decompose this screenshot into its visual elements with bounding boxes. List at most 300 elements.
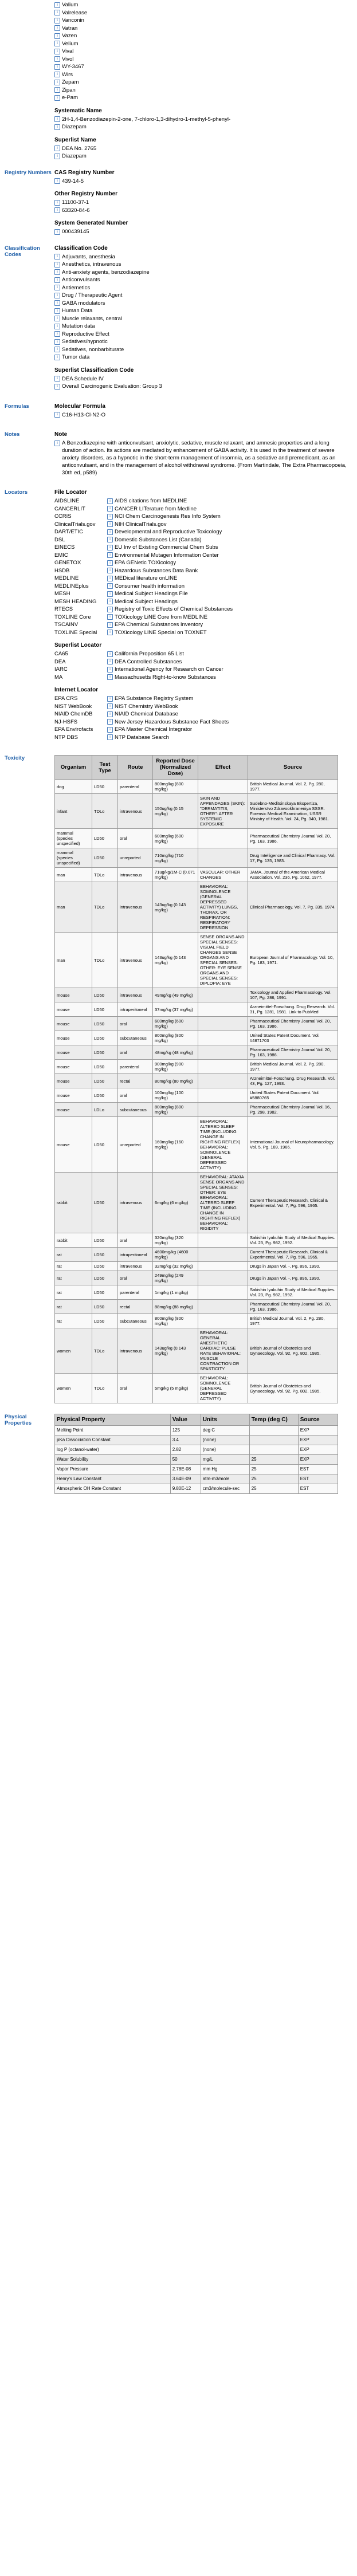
info-icon[interactable]: i: [107, 719, 113, 725]
internet-locator-link[interactable]: [107, 695, 350, 703]
file-locator-link[interactable]: [107, 521, 350, 529]
table-cell: women: [55, 1374, 92, 1403]
info-icon[interactable]: i: [54, 49, 60, 54]
info-icon[interactable]: i: [54, 254, 60, 259]
table-row: [55, 1465, 338, 1474]
superlist-name-item-text: DEA No. 2765: [62, 145, 97, 152]
superlist-classification-list: [54, 375, 350, 391]
info-icon[interactable]: i: [54, 339, 60, 345]
info-icon[interactable]: i: [54, 293, 60, 298]
column-header[interactable]: Source: [298, 1414, 338, 1426]
info-icon[interactable]: i: [107, 506, 113, 512]
table-cell: rat: [55, 1300, 92, 1314]
system-number-item-text: 000439145: [62, 229, 89, 235]
table-cell: 2.78E-08: [170, 1465, 201, 1474]
info-icon[interactable]: i: [107, 552, 113, 558]
file-locator-link[interactable]: [107, 613, 350, 622]
table-cell: LD50: [92, 1271, 118, 1285]
table-cell: LD50: [92, 829, 118, 848]
table-row: [55, 1002, 338, 1017]
info-icon[interactable]: i: [54, 229, 60, 235]
table-cell: Sakishin Iyakuhin Study of Medical Supplies. Vol. 23, Pg. 982, 1992.: [248, 1233, 338, 1248]
physical-table-body: [55, 1426, 338, 1494]
table-cell: [249, 1436, 298, 1445]
table-cell: 143ug/kg (0.143 mg/kg): [153, 933, 198, 988]
note-entry: [54, 439, 350, 477]
internet-locator-block: [54, 687, 350, 741]
info-icon[interactable]: i: [54, 200, 60, 206]
internet-locator-link[interactable]: [107, 703, 350, 711]
table-cell: [198, 1248, 248, 1262]
superlist-name-item-text: Diazepam: [62, 153, 87, 159]
cas-number-item: [54, 178, 350, 186]
file-locator-code: RTECS: [54, 606, 73, 612]
info-icon[interactable]: i: [54, 324, 60, 329]
classification-section: [0, 245, 357, 396]
synonym-item-text: Velium: [62, 40, 79, 47]
table-cell: EST: [298, 1465, 338, 1474]
file-locator-link[interactable]: [107, 605, 350, 613]
info-icon[interactable]: i: [107, 514, 113, 520]
info-icon[interactable]: i: [54, 412, 60, 418]
info-icon[interactable]: i: [54, 269, 60, 275]
registry-label: Registry Numbers: [5, 169, 52, 176]
superlist-classification-item-text: Overall Carcinogenic Evaluation: Group 3: [62, 383, 162, 390]
superlist-locator-link[interactable]: [107, 650, 350, 658]
superlist-locator-list: [54, 650, 350, 681]
table-cell: oral: [118, 1374, 153, 1403]
internet-locator-description: NIST Chemistry WebBook: [115, 703, 178, 710]
superlist-locator-link[interactable]: [107, 658, 350, 666]
other-registry-item: [54, 207, 350, 215]
table-cell: 600mg/kg (600 mg/kg): [153, 1017, 198, 1031]
table-cell: [198, 780, 248, 794]
table-cell: 49mg/kg (49 mg/kg): [153, 988, 198, 1002]
file-locator-link[interactable]: [107, 559, 350, 567]
superlist-locator-description: Massachusetts Right-to-know Substances: [115, 674, 216, 681]
superlist-locator-link[interactable]: [107, 666, 350, 674]
synonym-item: [54, 48, 350, 56]
physical-label: Physical Properties: [5, 1414, 32, 1426]
table-row: [55, 1455, 338, 1465]
synonym-item: [54, 56, 350, 64]
file-locator-link[interactable]: [107, 567, 350, 575]
table-cell: oral: [118, 1271, 153, 1285]
note-text: A Benzodiazepine with anticonvulsant, anxiolytic, sedative, muscle relaxant, and amnesic properties and a long duration of action. Its actions are mediated by enhancement of GABA activity. It is used in the treatment of severe anxiety disorders, as a hypnotic in the short-term management of insomnia, as a sedative and premedicant, as an anticonvulsant, and in the management of alcohol withdrawal syndrome. (From Martindale, The Extra Pharmacopoeia, 30th ed, p589): [62, 440, 347, 476]
info-icon[interactable]: i: [54, 80, 60, 85]
info-icon[interactable]: i: [107, 583, 113, 589]
table-cell: mm Hg: [201, 1465, 249, 1474]
table-cell: LD50: [92, 1088, 118, 1103]
table-cell: Clinical Pharmacology. Vol. 7, Pg. 335, 1974.: [248, 882, 338, 933]
system-number-heading: System Generated Number: [54, 220, 128, 226]
table-cell: [198, 1045, 248, 1060]
classification-code-item: [54, 346, 350, 354]
table-row: [55, 1233, 338, 1248]
table-cell: (none): [201, 1436, 249, 1445]
file-locator-link[interactable]: [107, 598, 350, 606]
info-icon[interactable]: i: [107, 560, 113, 566]
internet-locator-link[interactable]: [107, 726, 350, 734]
classification-label: Classification Codes: [5, 245, 40, 258]
table-row: [55, 882, 338, 933]
table-cell: EST: [298, 1474, 338, 1484]
table-cell: [198, 848, 248, 868]
info-icon[interactable]: i: [107, 727, 113, 733]
superlist-locator-link[interactable]: [107, 674, 350, 682]
file-locator-code: MEDLINE: [54, 575, 79, 581]
other-registry-item-text: 63320-84-6: [62, 207, 90, 214]
cas-heading: CAS Registry Number: [54, 169, 115, 176]
column-header[interactable]: Route: [118, 756, 153, 780]
locators-label: Locators: [5, 489, 28, 495]
info-icon[interactable]: i: [54, 56, 60, 62]
table-cell: 4600mg/kg (4600 mg/kg): [153, 1248, 198, 1262]
formulas-section: [0, 403, 357, 425]
table-cell: 800mg/kg (800 mg/kg): [153, 1103, 198, 1117]
table-cell: LDLo: [92, 1103, 118, 1117]
table-cell: Sudebno-Meditsinskaya Ekspertiza, Ministerstvo Zdravookhraneniya SSSR. Forensic Medical Examination, USSR Ministry of Health. Vol. 24, Pg. 340, 1981.: [248, 794, 338, 829]
table-cell: [198, 1088, 248, 1103]
table-cell: rabbit: [55, 1233, 92, 1248]
synonym-item: [54, 32, 350, 40]
info-icon[interactable]: i: [54, 441, 60, 446]
table-cell: EXP: [298, 1455, 338, 1465]
file-locator-code: GENETOX: [54, 560, 81, 566]
file-locator-link[interactable]: [107, 629, 350, 637]
info-icon[interactable]: i: [107, 537, 113, 542]
table-cell: man: [55, 933, 92, 988]
synonym-item-text: WY-3467: [62, 64, 84, 70]
info-icon[interactable]: i: [54, 87, 60, 93]
table-cell: man: [55, 868, 92, 882]
classification-code-item: [54, 284, 350, 292]
table-cell: [198, 1002, 248, 1017]
internet-locator-code: NJ-HSFS: [54, 718, 78, 725]
info-icon[interactable]: i: [107, 498, 113, 504]
info-icon[interactable]: i: [54, 116, 60, 122]
systematic-name-heading: Systematic Name: [54, 107, 102, 114]
internet-locator-link[interactable]: [107, 710, 350, 718]
classification-code-item: [54, 353, 350, 361]
file-locator-link[interactable]: [107, 590, 350, 598]
table-cell: JAMA, Journal of the American Medical Association. Vol. 236, Pg. 1062, 1977.: [248, 868, 338, 882]
table-cell: LD50: [92, 1262, 118, 1271]
file-locator-link[interactable]: [107, 536, 350, 544]
table-cell: 37mg/kg (37 mg/kg): [153, 1002, 198, 1017]
table-cell: subcutaneous: [118, 1031, 153, 1045]
table-cell: Arzneimittel-Forschung. Drug Research. Vol. 43, Pg. 127, 1993.: [248, 1074, 338, 1088]
table-cell: LD50: [92, 988, 118, 1002]
info-icon[interactable]: i: [107, 703, 113, 709]
superlist-classification-heading: Superlist Classification Code: [54, 367, 134, 373]
info-icon[interactable]: i: [107, 711, 113, 717]
table-cell: Pharmaceutical Chemistry Journal Vol. 20, Pg. 163, 1986.: [248, 1300, 338, 1314]
table-cell: mouse: [55, 1031, 92, 1045]
file-locator-link[interactable]: [107, 575, 350, 583]
systematic-name-block: [54, 108, 350, 131]
internet-locator-link[interactable]: [107, 734, 350, 742]
table-cell: EXP: [298, 1445, 338, 1455]
info-icon[interactable]: i: [107, 599, 113, 604]
info-icon[interactable]: i: [54, 178, 60, 184]
column-header[interactable]: Temp (deg C): [249, 1414, 298, 1426]
table-cell: LD50: [92, 1285, 118, 1300]
table-cell: unreported: [118, 848, 153, 868]
info-icon[interactable]: i: [54, 64, 60, 70]
info-icon[interactable]: i: [54, 154, 60, 159]
info-icon[interactable]: i: [54, 72, 60, 77]
table-cell: deg C: [201, 1426, 249, 1436]
file-locator-code: CANCERLIT: [54, 505, 85, 512]
file-locator-heading: File Locator: [54, 489, 87, 495]
notes-label: Notes: [5, 431, 20, 438]
notes-section: [0, 431, 357, 482]
classification-code-item: [54, 269, 350, 277]
internet-locator-link[interactable]: [107, 718, 350, 726]
file-locator-link[interactable]: [107, 621, 350, 629]
superlist-locator-heading: Superlist Locator: [54, 642, 102, 648]
table-row: [55, 1045, 338, 1060]
file-locator-link[interactable]: [107, 552, 350, 560]
info-icon[interactable]: i: [107, 576, 113, 581]
file-locator-code: TOXLINE Special: [54, 629, 97, 636]
column-header[interactable]: Organism: [55, 756, 92, 780]
table-cell: 88mg/kg (88 mg/kg): [153, 1300, 198, 1314]
table-cell: cm3/molecule-sec: [201, 1484, 249, 1494]
molecular-formula-list: [54, 411, 350, 419]
table-cell: 9.80E-12: [170, 1484, 201, 1494]
column-header[interactable]: Reported Dose (Normalized Dose): [153, 756, 198, 780]
info-icon[interactable]: i: [107, 614, 113, 620]
info-icon[interactable]: i: [107, 734, 113, 740]
synonym-item: [54, 17, 350, 25]
table-row: [55, 1017, 338, 1031]
info-icon[interactable]: i: [107, 568, 113, 573]
table-cell: intravenous: [118, 1262, 153, 1271]
table-cell: 71ug/kg/1M-C (0.071 mg/kg): [153, 868, 198, 882]
table-cell: 900mg/kg (900 mg/kg): [153, 1060, 198, 1074]
table-row: [55, 1173, 338, 1233]
info-icon[interactable]: i: [54, 2, 60, 8]
table-cell: (none): [201, 1445, 249, 1455]
info-icon[interactable]: i: [54, 316, 60, 321]
table-cell: 143ug/kg (0.143 mg/kg): [153, 1328, 198, 1374]
info-icon[interactable]: i: [107, 529, 113, 535]
file-locator-description: EU Inv of Existing Commercial Chem Subs: [115, 544, 218, 550]
table-cell: pKa Dissociation Constant: [55, 1436, 171, 1445]
file-locator-description: Developmental and Reproductive Toxicology: [115, 529, 222, 535]
classification-code-item-text: Anesthetics, intravenous: [62, 261, 121, 268]
table-cell: atm-m3/mole: [201, 1474, 249, 1484]
table-cell: 710mg/kg (710 mg/kg): [153, 848, 198, 868]
file-locator-link[interactable]: [107, 528, 350, 536]
synonym-item-text: Vazen: [62, 33, 77, 39]
table-cell: mouse: [55, 1045, 92, 1060]
table-cell: LD50: [92, 1173, 118, 1233]
info-icon[interactable]: i: [54, 355, 60, 360]
table-cell: 143ug/kg (0.143 mg/kg): [153, 882, 198, 933]
file-locator-description: TOXicology LINE Special on TOXNET: [115, 629, 207, 636]
info-icon[interactable]: i: [54, 300, 60, 306]
table-cell: intravenous: [118, 794, 153, 829]
column-header[interactable]: Units: [201, 1414, 249, 1426]
classification-code-heading: Classification Code: [54, 245, 108, 251]
table-cell: Atmospheric OH Rate Constant: [55, 1484, 171, 1494]
table-cell: TDLo: [92, 1374, 118, 1403]
table-cell: 25: [249, 1455, 298, 1465]
table-cell: 160mg/kg (160 mg/kg): [153, 1117, 198, 1173]
table-cell: [249, 1445, 298, 1455]
table-row: [55, 1074, 338, 1088]
synonym-list: [54, 1, 350, 102]
file-locator-link[interactable]: [107, 544, 350, 552]
classification-code-item-text: Tumor data: [62, 354, 90, 360]
table-cell: Vapor Pressure: [55, 1465, 171, 1474]
info-icon[interactable]: i: [107, 674, 113, 680]
info-icon[interactable]: i: [107, 630, 113, 635]
file-locator-description: Hazardous Substances Data Bank: [115, 567, 198, 574]
info-icon[interactable]: i: [107, 659, 113, 664]
table-cell: [198, 1031, 248, 1045]
info-icon[interactable]: i: [54, 18, 60, 23]
file-locator-link[interactable]: [107, 583, 350, 591]
info-icon[interactable]: i: [54, 33, 60, 39]
column-header[interactable]: Source: [248, 756, 338, 780]
superlist-name-list: [54, 145, 350, 160]
info-icon[interactable]: i: [107, 667, 113, 672]
info-icon[interactable]: i: [54, 95, 60, 101]
system-number-item: [54, 228, 350, 236]
info-icon[interactable]: i: [54, 331, 60, 337]
info-icon[interactable]: i: [54, 124, 60, 130]
table-cell: parenteral: [118, 1060, 153, 1074]
info-icon[interactable]: i: [107, 521, 113, 527]
synonym-item: [54, 94, 350, 102]
column-header[interactable]: Effect: [198, 756, 248, 780]
info-icon[interactable]: i: [54, 376, 60, 382]
file-locator-link[interactable]: [107, 505, 350, 513]
table-cell: [198, 829, 248, 848]
table-cell: Drugs in Japan Vol. -, Pg. 896, 1990.: [248, 1262, 338, 1271]
table-cell: Pharmaceutical Chemistry Journal Vol. 20, Pg. 163, 1986.: [248, 1045, 338, 1060]
file-locator-link[interactable]: [107, 513, 350, 521]
superlist-locator-description: DEA Controlled Substances: [115, 658, 182, 665]
file-locator-description: NIH ClinicalTrials.gov: [115, 521, 167, 528]
classification-code-item-text: Sedatives, nonbarbiturate: [62, 346, 124, 353]
table-cell: subcutaneous: [118, 1103, 153, 1117]
info-icon[interactable]: i: [54, 285, 60, 290]
table-row: [55, 1445, 338, 1455]
column-header[interactable]: Value: [170, 1414, 201, 1426]
info-icon[interactable]: i: [54, 10, 60, 15]
internet-locator-description: NTP Database Search: [115, 734, 169, 741]
file-locator-description: EPA GENetic TOXicology: [115, 560, 176, 566]
classification-code-item-text: Anti-anxiety agents, benzodiazepine: [62, 269, 150, 276]
superlist-locator-code: IARC: [54, 666, 68, 672]
table-cell: BEHAVIORAL: ATAXIA SENSE ORGANS AND SPECIAL SENSES: OTHER: EYE BEHAVIORAL: ALTERED SLEEP TIME (INCLUDING CHANGE IN RIGHTING REFLEX) BEHAVIORAL: RIGIDITY: [198, 1173, 248, 1233]
table-cell: unreported: [118, 1117, 153, 1173]
info-icon[interactable]: i: [54, 277, 60, 283]
table-cell: LD50: [92, 1300, 118, 1314]
info-icon[interactable]: i: [107, 607, 113, 612]
table-cell: rat: [55, 1262, 92, 1271]
table-cell: LD50: [92, 1060, 118, 1074]
column-header[interactable]: Physical Property: [55, 1414, 171, 1426]
info-icon[interactable]: i: [54, 25, 60, 31]
info-icon[interactable]: i: [54, 145, 60, 151]
synonym-item-text: Vanconin: [62, 17, 84, 23]
superlist-locator-code: MA: [54, 674, 63, 681]
superlist-classification-block: [54, 367, 350, 391]
table-cell: TDLo: [92, 1328, 118, 1374]
file-locator-description: Domestic Substances List (Canada): [115, 536, 202, 543]
info-icon[interactable]: i: [54, 347, 60, 352]
table-cell: rat: [55, 1285, 92, 1300]
table-cell: [198, 1285, 248, 1300]
info-icon[interactable]: i: [107, 545, 113, 550]
table-cell: mouse: [55, 1103, 92, 1117]
info-icon[interactable]: i: [107, 696, 113, 702]
table-cell: [198, 1017, 248, 1031]
toxicity-table: [54, 755, 338, 1403]
info-icon[interactable]: i: [54, 384, 60, 390]
info-icon[interactable]: i: [54, 207, 60, 213]
table-cell: parenteral: [118, 1285, 153, 1300]
superlist-locator-code: DEA: [54, 658, 66, 665]
table-cell: 800mg/kg (800 mg/kg): [153, 780, 198, 794]
table-cell: intravenous: [118, 1173, 153, 1233]
table-cell: mouse: [55, 1017, 92, 1031]
file-locator-code: CCRIS: [54, 513, 72, 520]
table-cell: mouse: [55, 1060, 92, 1074]
file-locator-description: Registry of Toxic Effects of Chemical Substances: [115, 606, 233, 612]
synonym-item-text: Vivol: [62, 56, 74, 62]
table-cell: 32mg/kg (32 mg/kg): [153, 1262, 198, 1271]
internet-locator-description: NIAID Chemical Database: [115, 711, 178, 717]
info-icon[interactable]: i: [107, 622, 113, 628]
table-row: [55, 848, 338, 868]
table-row: [55, 1426, 338, 1436]
file-locator-link[interactable]: [107, 497, 350, 505]
table-row: [55, 1271, 338, 1285]
info-icon[interactable]: i: [54, 262, 60, 268]
synonym-item: [54, 63, 350, 71]
column-header[interactable]: Test Type: [92, 756, 118, 780]
table-cell: 25: [249, 1484, 298, 1494]
info-icon[interactable]: i: [54, 308, 60, 314]
synonym-item-text: Wirs: [62, 71, 73, 78]
systematic-name-item-text: Diazepam: [62, 124, 87, 130]
table-cell: [198, 1074, 248, 1088]
file-locator-code: MESH HEADING: [54, 598, 97, 605]
file-locator-description: Medical Subject Headings: [115, 598, 178, 605]
info-icon[interactable]: i: [107, 651, 113, 657]
info-icon[interactable]: i: [54, 41, 60, 46]
other-registry-list: [54, 199, 350, 214]
info-icon[interactable]: i: [107, 591, 113, 597]
table-cell: Current Therapeutic Research, Clinical & Experimental. Vol. 7, Pg. 596, 1965.: [248, 1248, 338, 1262]
table-cell: intravenous: [118, 868, 153, 882]
physical-properties-table: [54, 1414, 338, 1494]
table-cell: 50: [170, 1455, 201, 1465]
system-number-block: [54, 220, 350, 236]
table-cell: rat: [55, 1271, 92, 1285]
internet-locator-code: NIST WebBook: [54, 703, 92, 710]
superlist-classification-item-text: DEA Schedule IV: [62, 375, 104, 382]
table-cell: Sakishin Iyakuhin Study of Medical Supplies. Vol. 23, Pg. 982, 1992.: [248, 1285, 338, 1300]
synonym-item: [54, 40, 350, 48]
